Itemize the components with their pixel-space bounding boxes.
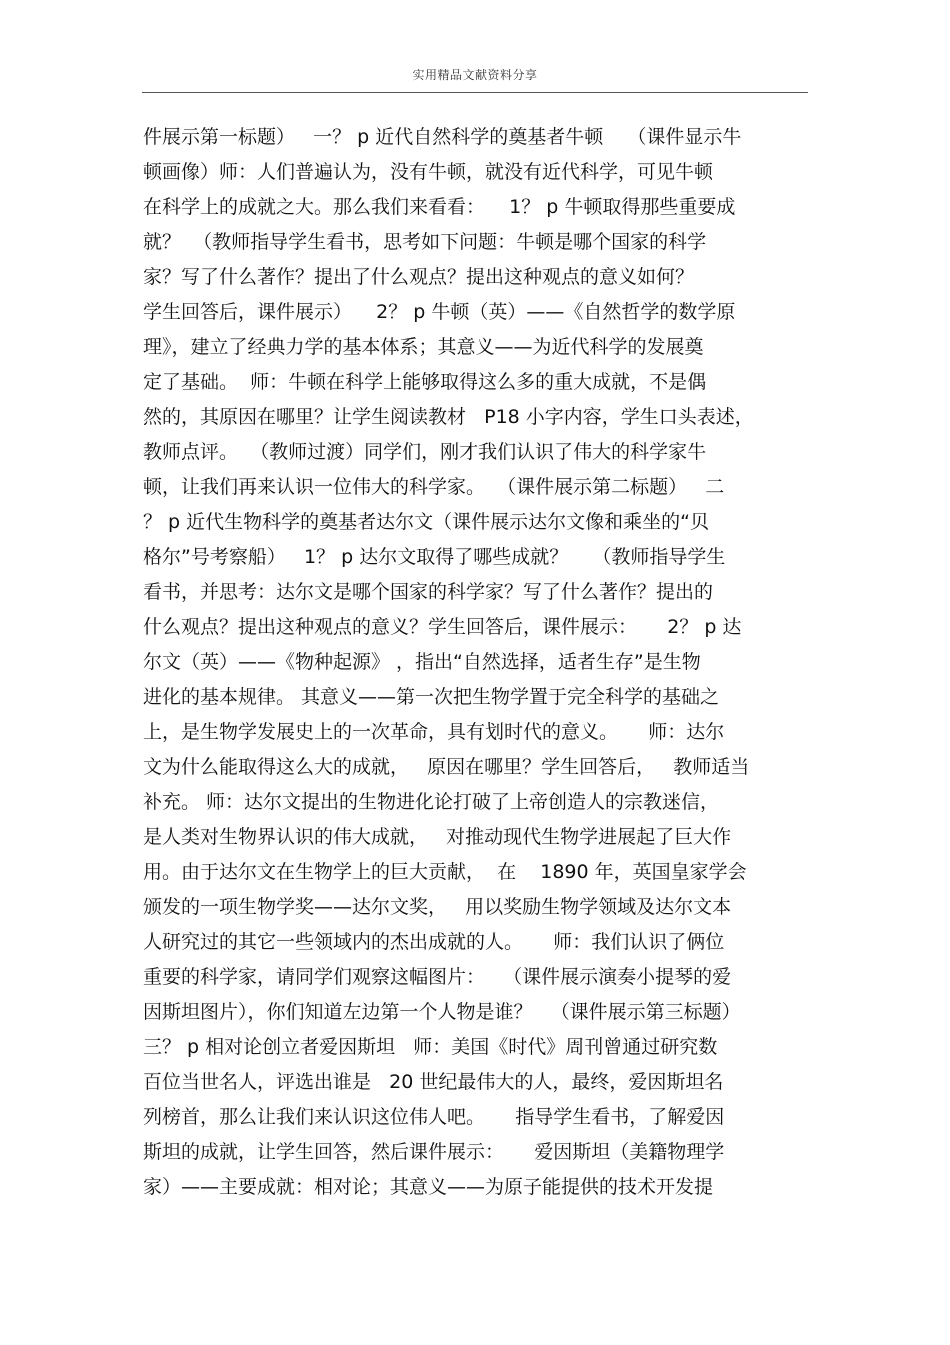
- text-line: 就？ （教师指导学生看书，思考如下问题：牛顿是哪个国家的科学: [143, 231, 707, 253]
- text-line: 三？ p 相对论创立者爱因斯坦 师：美国《时代》周刊曾通过研究数: [143, 1036, 718, 1058]
- page-header: 实用精品文献资料分享: [412, 68, 538, 82]
- text-line: 家？写了什么著作？提出了什么观点？提出这种观点的意义如何？: [143, 266, 695, 288]
- text-line: 上，是生物学发展史上的一次革命，具有划时代的意义。 师：达尔: [143, 721, 725, 743]
- header-divider: [142, 92, 808, 93]
- text-line: 定了基础。 师：牛顿在科学上能够取得这么多的重大成就，不是偶: [143, 371, 707, 393]
- text-line: 重要的科学家，请同学们观察这幅图片： （课件展示演奏小提琴的爱: [143, 966, 732, 988]
- text-line: 人研究过的其它一些领域内的杰出成就的人。 师：我们认识了俩位: [143, 931, 725, 953]
- document-body: [143, 120, 823, 1205]
- text-line: 什么观点？提出这种观点的意义？学生回答后，课件展示： 2？ p 达: [143, 616, 742, 638]
- text-line: 列榜首，那么让我们来认识这位伟人吧。 指导学生看书，了解爱因: [143, 1106, 725, 1128]
- text-line: 颁发的一项生物学奖——达尔文奖， 用以奖励生物学领域及达尔文本: [143, 896, 732, 918]
- text-line: 理》，建立了经典力学的基本体系；其意义——为近代科学的发展奠: [143, 336, 704, 358]
- text-line: 学生回答后，课件展示） 2？ p 牛顿（英）——《自然哲学的数学原: [143, 301, 736, 323]
- text-line: 看书，并思考：达尔文是哪个国家的科学家？写了什么著作？提出的: [143, 581, 714, 603]
- text-line: 顿，让我们再来认识一位伟大的科学家。 （课件展示第二标题） 二: [143, 476, 725, 498]
- text-line: 百位当世名人，评选出谁是 20 世纪最伟大的人，最终，爱因斯坦名: [143, 1071, 724, 1093]
- text-line: 尔文（英）——《物种起源》 ，指出“自然选择，适者生存”是生物: [143, 651, 701, 673]
- text-line: ？ p 近代生物科学的奠基者达尔文（课件展示达尔文像和乘坐的“贝: [143, 511, 709, 533]
- text-line: 斯坦的成就，让学生回答，然后课件展示： 爱因斯坦（美籍物理学: [143, 1141, 725, 1163]
- text-line: 顿画像）师：人们普遍认为，没有牛顿，就没有近代科学，可见牛顿: [143, 161, 714, 183]
- text-line: 件展示第一标题） 一？ p 近代自然科学的奠基者牛顿 （课件显示牛: [143, 126, 742, 148]
- text-line: 格尔”号考察船） 1？ p 达尔文取得了哪些成就？ （教师指导学生: [143, 546, 726, 568]
- text-line: 文为什么能取得这么大的成就， 原因在哪里？学生回答后， 教师适当: [143, 756, 750, 778]
- text-line: 家）——主要成就：相对论；其意义——为原子能提供的技术开发提: [143, 1176, 714, 1198]
- text-line: 然的，其原因在哪里？让学生阅读教材 P18 小字内容，学生口头表述，: [143, 406, 754, 428]
- text-line: 补充。 师：达尔文提出的生物进化论打破了上帝创造人的宗教迷信，: [143, 791, 720, 813]
- text-line: 因斯坦图片），你们知道左边第一个人物是谁？ （课件展示第三标题）: [143, 1001, 741, 1023]
- text-line: 是人类对生物界认识的伟大成就， 对推动现代生物学进展起了巨大作: [143, 826, 732, 848]
- text-line: 教师点评。 （教师过渡）同学们，刚才我们认识了伟大的科学家牛: [143, 441, 707, 463]
- text-line: 在科学上的成就之大。那么我们来看看： 1？ p 牛顿取得那些重要成: [143, 196, 736, 218]
- text-line: 用。由于达尔文在生物学上的巨大贡献， 在 1890 年，英国皇家学会: [143, 861, 747, 883]
- text-line: 进化的基本规律。 其意义——第一次把生物学置于完全科学的基础之: [143, 686, 720, 708]
